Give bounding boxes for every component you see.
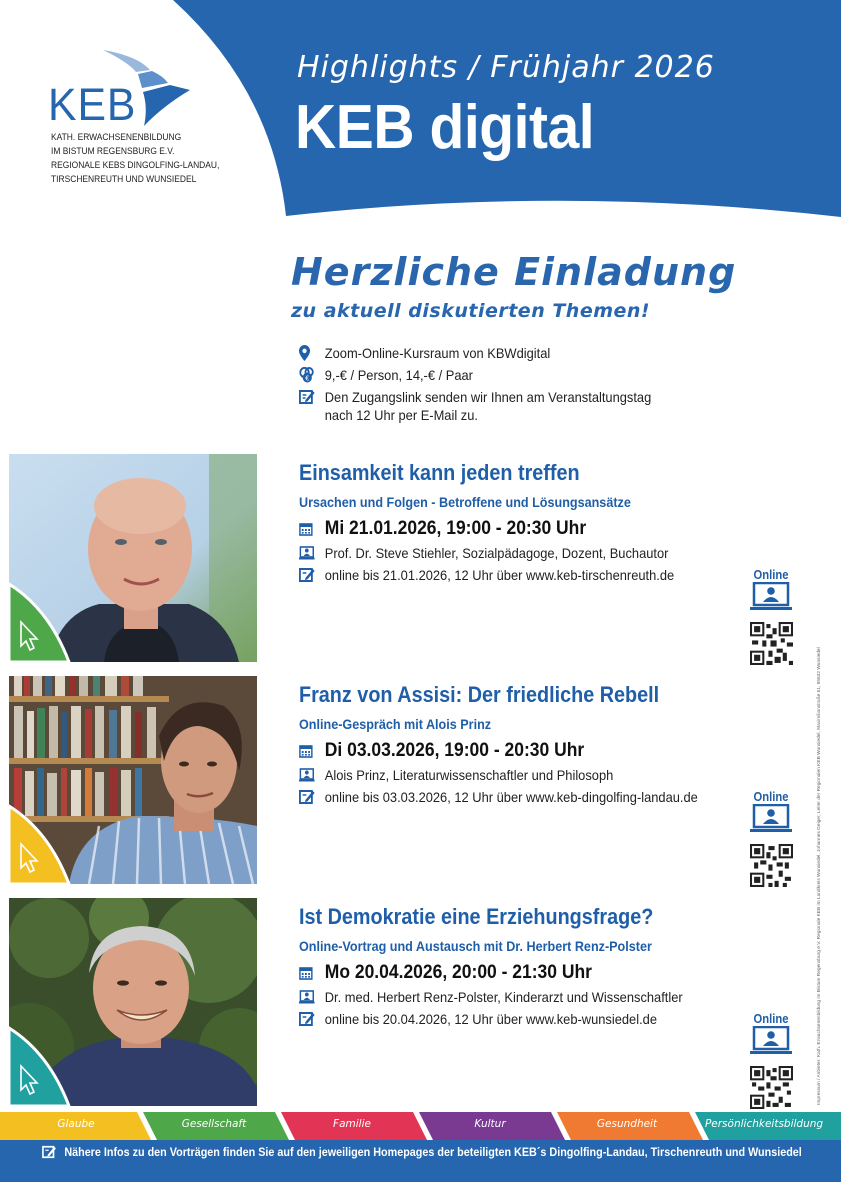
info-location [299,342,651,364]
imprint-text: Impressum / Anbieter: Kath. Erwachsenenbildung im Bistum Regensburg e.V. Regionale KEB im Landkreis Wunsiedel, Johannes Geiger, Leiter der Regionalen KEB Wunsiedel, Maximilianstraße 51, 95632 Wunsiedel [817,647,822,1105]
info-text-continued: nach 12 Uhr per E-Mail zu. [324,407,478,423]
event-card [0,898,841,1108]
organization-name [51,130,219,186]
org-line: IM BISTUM REGENSBURG E.V. [51,145,175,156]
calendar-icon [299,744,325,758]
online-badge [749,1012,793,1109]
invitation-title: Herzliche Einladung [291,250,737,294]
info-price [299,364,651,386]
footer [0,1140,841,1182]
event-title: Ist Demokratie eine Erziehungsfrage? [299,904,654,929]
qr-code[interactable] [750,1066,793,1109]
event-speaker: Dr. med. Herbert Renz-Polster, Kinderarzt und Wissenschaftler [324,989,683,1005]
event-card [0,454,841,664]
online-badge [749,568,793,665]
speaker-photo [9,454,257,662]
edit-form-icon [299,789,325,805]
speaker-photo [9,898,257,1106]
online-laptop-icon [749,582,793,612]
category-familie: Familie [333,1118,371,1130]
online-label: Online [753,568,789,582]
category-gesellschaft: Gesellschaft [181,1118,247,1130]
info-text: Den Zugangslink senden wir Ihnen am Veranstaltungstag [324,389,652,405]
header-subtitle: Highlights / Frühjahr 2026 [297,50,715,85]
online-label: Online [753,1012,789,1026]
keb-logo-text: KEB [48,79,137,130]
event-speaker: Prof. Dr. Steve Stiehler, Sozialpädagoge, Dozent, Buchautor [324,545,669,561]
event-speaker: Alois Prinz, Literaturwissenschaftler und Philosoph [324,767,614,783]
euro-coins-icon [299,364,325,386]
event-title: Franz von Assisi: Der friedliche Rebell [299,682,660,707]
header-title: KEB digital [295,93,595,162]
event-title: Einsamkeit kann jeden treffen [299,460,580,485]
event-subtitle: Online-Gespräch mit Alois Prinz [299,716,492,732]
org-line: REGIONALE KEBS DINGOLFING-LANDAU, [51,159,220,170]
event-date: Di 03.03.2026, 19:00 - 20:30 Uhr [324,740,585,761]
org-line: KATH. ERWACHSENENBILDUNG [51,131,182,142]
event-subtitle: Online-Vortrag und Austausch mit Dr. Herbert Renz-Polster [299,938,652,954]
presenter-icon [299,990,325,1004]
category-persoenlichkeitsbildung: Persönlichkeitsbildung [704,1118,824,1130]
event-card [0,676,841,886]
svg-text:€: € [305,374,310,383]
info-text: Zoom-Online-Kursraum von KBWdigital [324,345,551,361]
org-line: TIRSCHENREUTH UND WUNSIEDEL [51,173,197,184]
event-registration: online bis 03.03.2026, 12 Uhr über www.keb-dingolfing-landau.de [324,789,698,805]
event-registration: online bis 21.01.2026, 12 Uhr über www.keb-tirschenreuth.de [324,567,675,583]
online-laptop-icon [749,1026,793,1056]
qr-code[interactable] [750,622,793,665]
online-label: Online [753,790,789,804]
speaker-photo [9,676,257,884]
edit-form-icon [42,1145,64,1159]
info-text: 9,-€ / Person, 14,-€ / Paar [324,367,473,383]
event-registration: online bis 20.04.2026, 12 Uhr über www.keb-wunsiedel.de [324,1011,657,1027]
edit-form-icon [299,567,325,583]
map-pin-icon [299,342,325,364]
event-date: Mo 20.04.2026, 20:00 - 21:30 Uhr [324,962,592,983]
presenter-icon [299,546,325,560]
online-badge [749,790,793,887]
invitation-subtitle: zu aktuell diskutierten Themen! [291,300,651,322]
calendar-icon [299,966,325,980]
online-laptop-icon [749,804,793,834]
info-list [299,342,682,424]
edit-form-icon [299,386,325,408]
category-gesundheit: Gesundheit [596,1118,658,1130]
qr-code[interactable] [750,844,793,887]
presenter-icon [299,768,325,782]
footer-text: Nähere Infos zu den Vorträgen finden Sie auf den jeweiligen Homepages der beteiligten KEB´s Dingolfing-Landau, Tirschenreuth und Wunsiedel [64,1145,802,1159]
event-subtitle: Ursachen und Folgen - Betroffene und Lösungsansätze [299,494,631,510]
edit-form-icon [299,1011,325,1027]
info-access [299,386,651,424]
calendar-icon [299,522,325,536]
category-kultur: Kultur [474,1118,506,1130]
category-glaube: Glaube [57,1118,95,1130]
event-date: Mi 21.01.2026, 19:00 - 20:30 Uhr [324,518,587,539]
